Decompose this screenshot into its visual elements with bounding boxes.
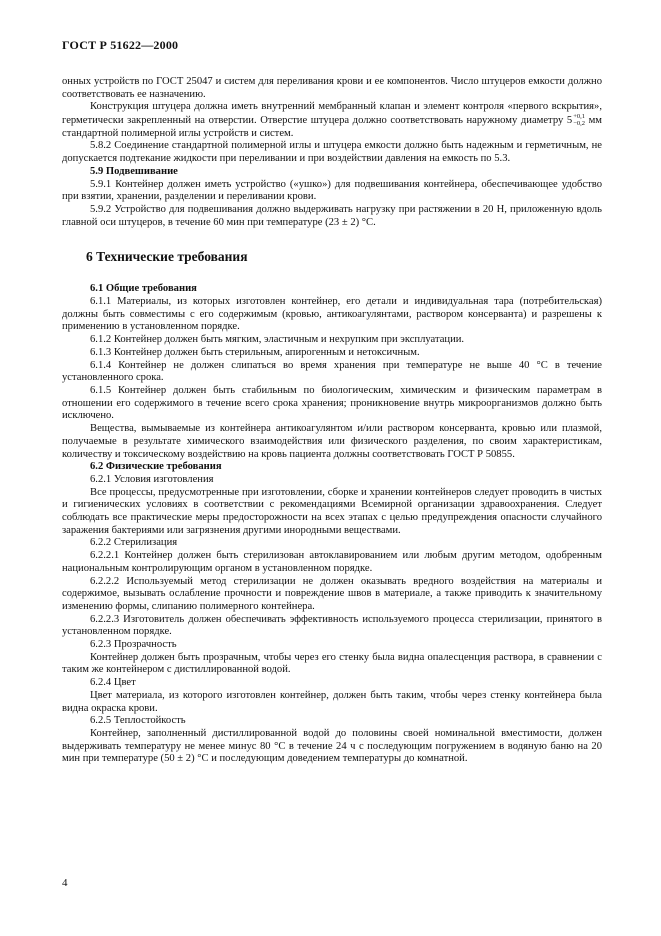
paragraph-substances: Вещества, вымываемые из контейнера антикоагулянтом и/или раствором консерванта, кровью или плазмой, получаемые в результате химического взаимодействия или физического разделения, по своим характеристикам, количеству и токсическому воздействию на кровь пациента должны соответствовать ГОСТ Р 50855. — [62, 423, 602, 460]
paragraph-continuation: онных устройств по ГОСТ 25047 и систем для переливания крови и ее компонентов. Число штуцеров емкости должно соответствовать ее назначению. — [62, 76, 602, 100]
paragraph-6-2-2-1: 6.2.2.1 Контейнер должен быть стерилизован автоклавированием или любым другим методом, одобренным национальным контролирующим органом в установленном порядке. — [62, 550, 602, 574]
paragraph-6-2-2-2: 6.2.2.2 Используемый метод стерилизации не должен оказывать вредного воздействия на материалы и содержимое, вызывать ослабление прочности и повреждение швов в материале, а также приводить к значительному изменению формы, слипанию полимерного контейнера. — [62, 575, 602, 612]
paragraph-6-1-4: 6.1.4 Контейнер не должен слипаться во время хранения при температуре не выше 40 °С в течение установленного срока. — [62, 359, 602, 384]
tolerance-fraction — [573, 114, 585, 127]
paragraph-6-2-4: Цвет материала, из которого изготовлен контейнер, должен быть таким, чтобы через стенку контейнера была видна окраска крови. — [62, 689, 602, 714]
paragraph-6-2-3: Контейнер должен быть прозрачным, чтобы через его стенку была видна опалесценция раствора, в сравнении с таким же контейнером с дистиллированной водой. — [62, 651, 602, 676]
paragraph-6-2-5: Контейнер, заполненный дистиллированной водой до половины своей номинальной вместимости, должен выдерживать температуру не менее минус 80 °С в течение 24 ч с последующим погружением в водяную баню на 20 мин при температуре (50 ± 2) °С и последующим доведением температуры до комнатной. — [62, 727, 602, 765]
document-page — [62, 38, 602, 766]
paragraph-5-9-1: 5.9.1 Контейнер должен иметь устройство («ушко») для подвешивания контейнера, обеспечивающее удобство при взятии, хранении, разделении и переливании крови. — [62, 178, 602, 203]
paragraph-6-2-2-3: 6.2.2.3 Изготовитель должен обеспечивать эффективность используемого процесса стерилизации, принятого в установленном порядке. — [62, 613, 602, 638]
paragraph-5-8-2: 5.8.2 Соединение стандартной полимерной иглы и штуцера емкости должно быть надежным и герметичным, не допускается подтекание жидкости при переливании и при воздействии давления на емкость по 5.3. — [62, 140, 602, 165]
tolerance-upper: +0,1 — [573, 113, 585, 121]
heading-6-2-4: 6.2.4 Цвет — [90, 677, 136, 689]
subsection-6-1: 6.1 Общие требования — [90, 283, 197, 295]
fitting-text-a: Конструкция штуцера должна иметь внутренний мембранный клапан и элемент контроля «первого вскрытия», герметически закрепленный на отверстии. Отверстие штуцера должно соответствовать наружному диаметру 5 — [62, 101, 602, 127]
paragraph-5-9-2: 5.9.2 Устройство для подвешивания должно выдерживать нагрузку при растяжении в 20 Н, приложенную вдоль главной оси штуцеров, в течение 60 мин при температуре (23 ± 2) °С. — [62, 203, 602, 228]
paragraph-6-1-5: 6.1.5 Контейнер должен быть стабильным по биологическим, химическим и физическим параметрам в отношении его содержимого в течение всего срока хранения; проникновение внутрь микроорганизмов должно быть исключено. — [62, 385, 602, 422]
paragraph-6-1-1: 6.1.1 Материалы, из которых изготовлен контейнер, его детали и индивидуальная тара (потребительская) должны быть совместимы с его содержимым (кровью, антикоагулянтами, раствором консерванта) и разрешены к применению в установленном порядке. — [62, 296, 602, 333]
heading-6-2-3: 6.2.3 Прозрачность — [90, 639, 177, 651]
fitting-text-b: мм стандартной полимерной иглы устройств и систем. — [62, 115, 603, 139]
tolerance-lower: −0,2 — [573, 119, 585, 127]
paragraph-6-1-3: 6.1.3 Контейнер должен быть стерильным, апирогенным и нетоксичным. — [90, 346, 420, 358]
heading-6-2-5: 6.2.5 Теплостойкость — [90, 715, 186, 727]
section-6-title: 6 Технические требования — [86, 249, 248, 265]
document-header: ГОСТ Р 51622—2000 — [62, 38, 179, 52]
heading-6-2-1: 6.2.1 Условия изготовления — [90, 473, 214, 485]
page-number: 4 — [62, 877, 68, 889]
paragraph-fitting-design — [62, 101, 602, 140]
heading-6-2-2: 6.2.2 Стерилизация — [90, 537, 178, 549]
subsection-6-2: 6.2 Физические требования — [90, 461, 222, 473]
subsection-5-9: 5.9 Подвешивание — [90, 165, 178, 177]
paragraph-6-1-2: 6.1.2 Контейнер должен быть мягким, эластичным и нехрупким при эксплуатации. — [90, 334, 465, 346]
paragraph-6-2-1: Все процессы, предусмотренные при изготовлении, сборке и хранении контейнеров следует проводить в чистых и гигиенических условиях в соответствии с рекомендациями Всемирной организации здравоохранения. Следует соблюдать все практические меры предосторожности на всех этапах с целью предупреждения опасности случайного заражения бактериями или загрязнения другими инородными веществами. — [62, 486, 602, 536]
